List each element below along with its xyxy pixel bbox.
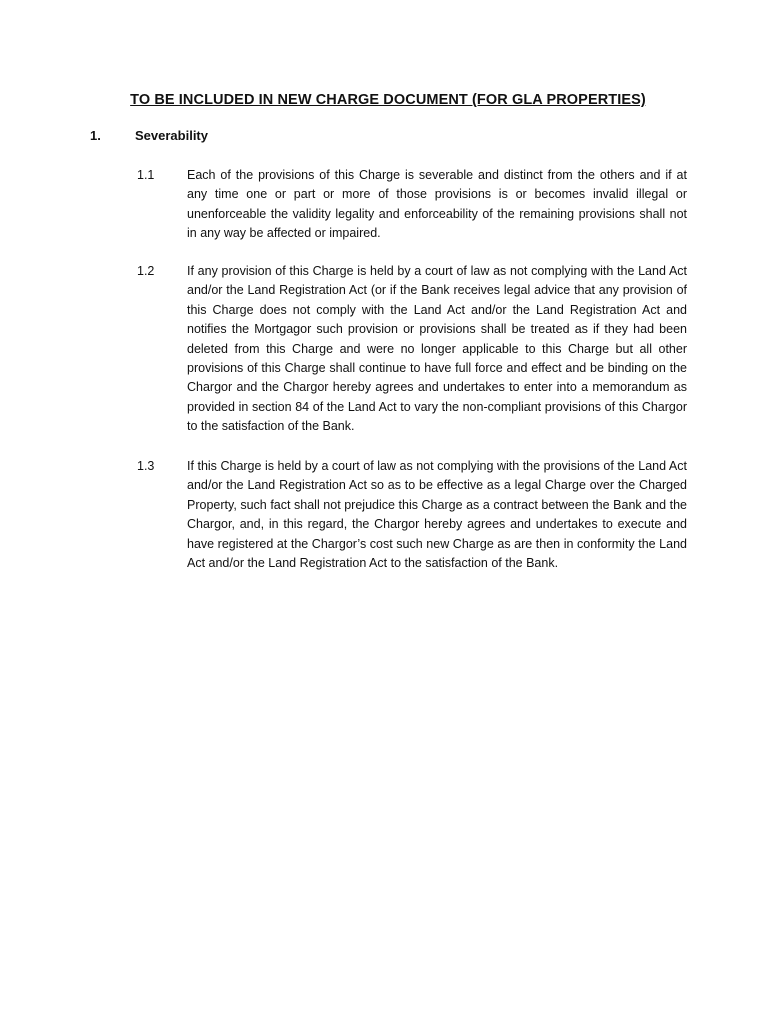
- clause-text: If any provision of this Charge is held by a court of law as not complying with the Land Act and/or the Land Registration Act (or if the Bank receives legal advice that any provision of this Charge does not comply with the Land Act and/or the Land Registration Act and notifies the Mortgagor such provision or provisions shall be treated as if they had been deleted from this Charge and were no longer applicable to this Charge but all other provisions of this Charge shall continue to have full force and effect and be binding on the Chargor and the Chargor hereby agrees and undertakes to enter into a memorandum as provided in section 84 of the Land Act to vary the non-compliant provisions of this Chargor to the satisfaction of the Bank.: [187, 264, 687, 434]
- clause-1-3: [137, 457, 687, 573]
- clause-1-2: [137, 262, 687, 437]
- clause-text: If this Charge is held by a court of law as not complying with the provisions of the Land Act and/or the Land Registration Act so as to be effective as a legal Charge over the Charged Property, such fact shall not prejudice this Charge as a contract between the Bank and the Chargor, and, in this regard, the Chargor hereby agrees and undertakes to execute and have registered at the Chargor’s cost such new Charge as are then in conformity the Land Act and/or the Land Registration Act to the satisfaction of the Bank.: [187, 459, 687, 571]
- section-heading: [90, 128, 208, 143]
- section-number: 1.: [90, 128, 101, 143]
- clause-text: Each of the provisions of this Charge is severable and distinct from the others and if at any time one or part or more of those provisions is or becomes invalid illegal or unenforceable the validity legality and enforceability of the remaining provisions shall not in any way be affected or impaired.: [187, 168, 687, 241]
- clause-number: 1.1: [137, 168, 155, 182]
- clause-number: 1.3: [137, 459, 155, 473]
- clause-number: 1.2: [137, 264, 155, 278]
- clause-1-1: [137, 166, 687, 244]
- document-title: TO BE INCLUDED IN NEW CHARGE DOCUMENT (FOR GLA PROPERTIES): [130, 92, 646, 108]
- section-title: Severability: [135, 128, 208, 143]
